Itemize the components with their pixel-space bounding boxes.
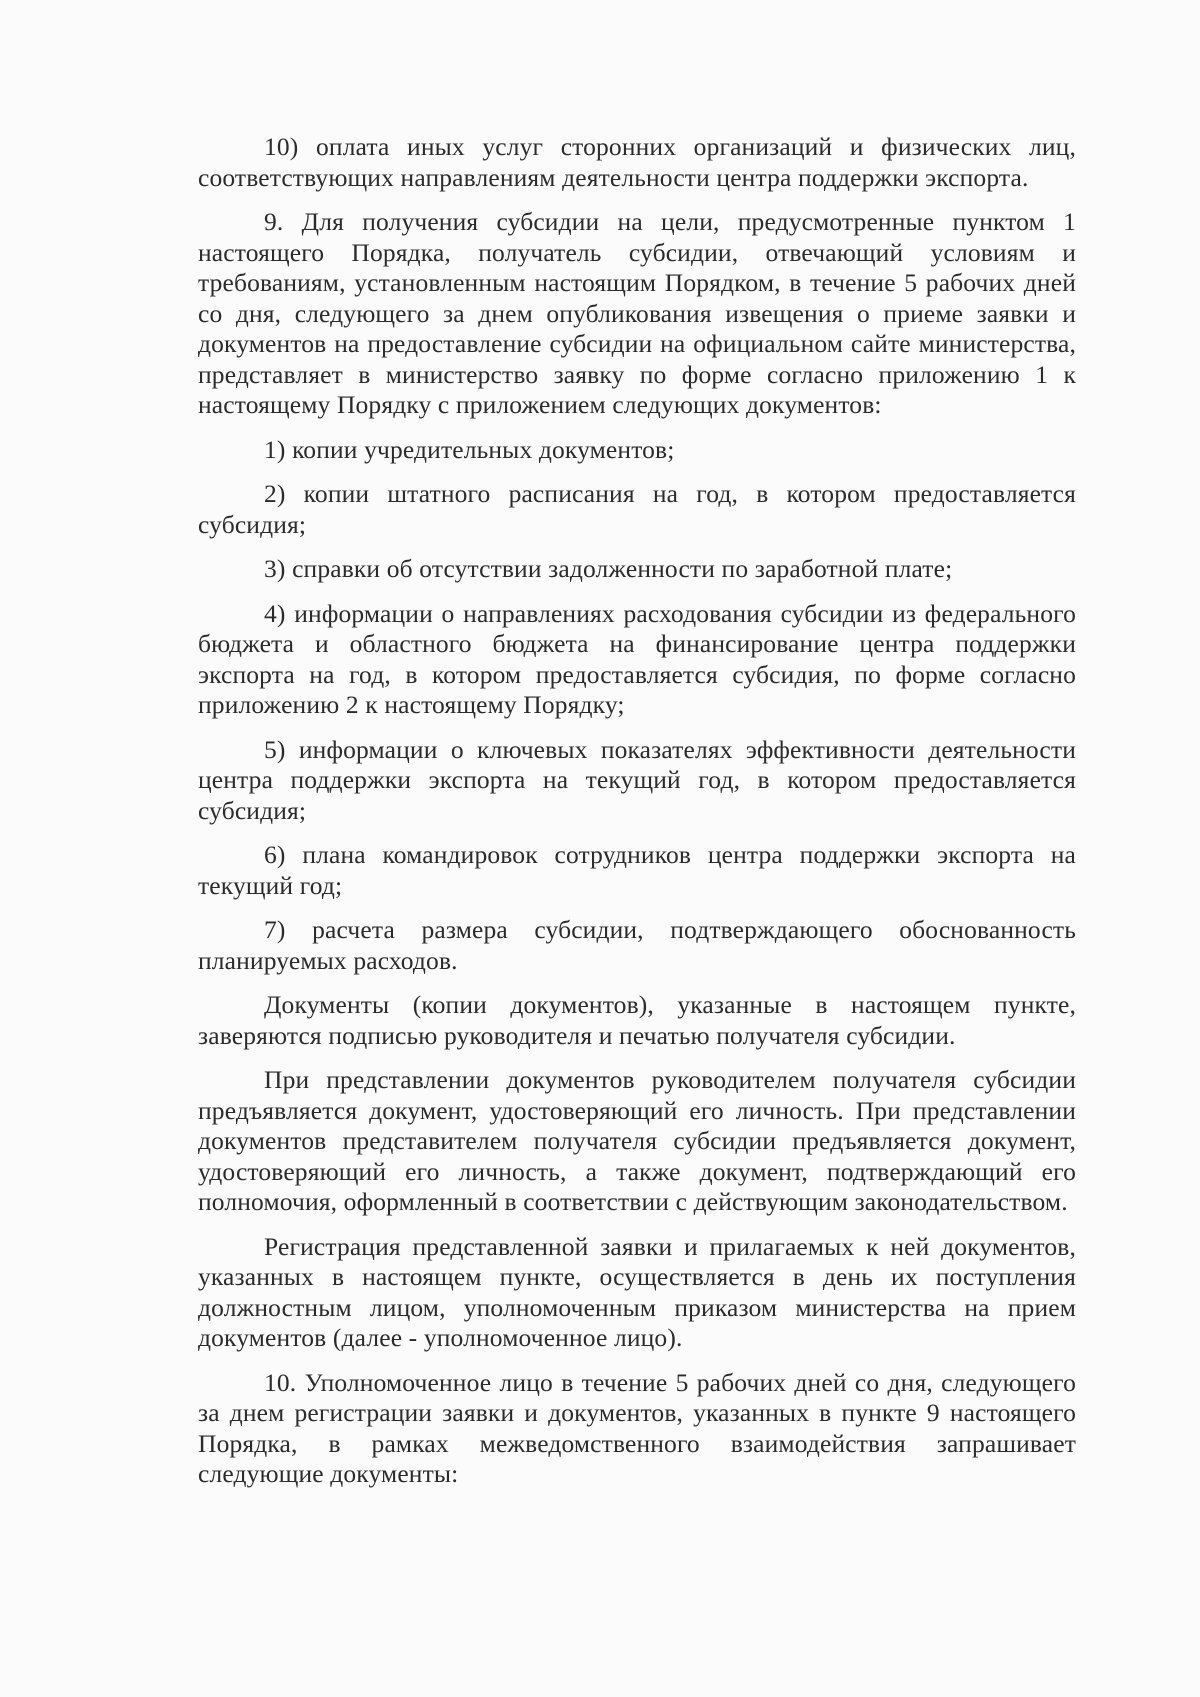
paragraph-item-1-charter-copies: 1) копии учредительных документов; [264, 434, 675, 464]
paragraph-item-5-kpi-info: 5) информации о ключевых показателях эффективности деятельности центра поддержки экспорта на текущий год, в котором предоставляется субсидия; [198, 734, 1076, 825]
paragraph-item-10-other-services: 10) оплата иных услуг сторонних организаций и физических лиц, соответствующих направлениям деятельности центра поддержки экспорта. [198, 132, 1076, 192]
paragraph-registration: Регистрация представленной заявки и прилагаемых к ней документов, указанных в настоящем пункте, осуществляется в день их поступления должностным лицом, уполномоченным приказом министерства на прием документов (далее - уполномоченное лицо). [198, 1231, 1076, 1352]
paragraph-identity-documents: При представлении документов руководителем получателя субсидии предъявляется документ, удостоверяющий его личность. При представлении документов представителем получателя субсидии предъявляется документ, удостоверяющий его личность, а также документ, подтверждающий его полномочия, оформленный в соответствии с действующим законодательством. [198, 1065, 1076, 1216]
paragraph-item-2-staff-schedule: 2) копии штатного расписания на год, в котором предоставляется субсидия; [198, 479, 1076, 539]
paragraph-documents-certification: Документы (копии документов), указанные в настоящем пункте, заверяются подписью руководителя и печатью получателя субсидии. [198, 990, 1076, 1050]
paragraph-item-6-travel-plan: 6) плана командировок сотрудников центра поддержки экспорта на текущий год; [198, 840, 1076, 900]
paragraph-clause-9-intro: 9. Для получения субсидии на цели, предусмотренные пунктом 1 настоящего Порядка, получатель субсидии, отвечающий условиям и требованиям, установленным настоящим Порядком, в течение 5 рабочих дней со дня, следующего за днем опубликования извещения о приеме заявки и документов на предоставление субсидии на официальном сайте министерства, представляет в министерство заявку по форме согласно приложению 1 к настоящему Порядку с приложением следующих документов: [198, 207, 1076, 419]
paragraph-item-7-subsidy-calculation: 7) расчета размера субсидии, подтверждающего обоснованность планируемых расходов. [198, 915, 1076, 975]
paragraph-item-4-spending-info: 4) информации о направлениях расходования субсидии из федерального бюджета и областного бюджета на финансирование центра поддержки экспорта на год, в котором предоставляется субсидия, по форме согласно приложению 2 к настоящему Порядку; [198, 598, 1076, 719]
paragraph-item-3-salary-debt: 3) справки об отсутствии задолженности по заработной плате; [264, 554, 953, 583]
document-body [198, 132, 1076, 1490]
paragraph-clause-10-intro: 10. Уполномоченное лицо в течение 5 рабочих дней со дня, следующего за днем регистрации заявки и документов, указанных в пункте 9 настоящего Порядка, в рамках межведомственного взаимодействия запрашивает следующие документы: [198, 1367, 1076, 1488]
